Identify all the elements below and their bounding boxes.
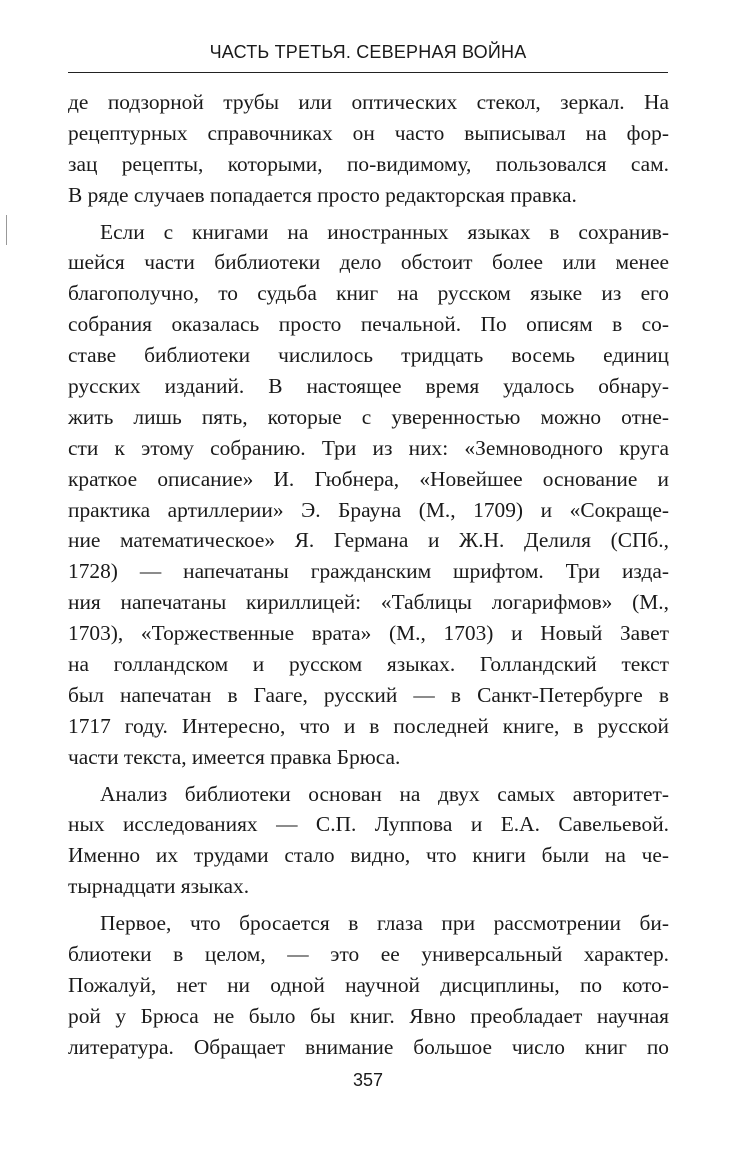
- text-line: ние математическое» Я. Германа и Ж.Н. Делиля (СПб.,: [68, 528, 669, 553]
- body-text: [68, 87, 669, 1063]
- paragraph: [68, 779, 669, 903]
- text-line: Анализ библиотеки основан на двух самых авторитет-: [100, 781, 669, 806]
- page-number: 357: [352, 1070, 384, 1090]
- scan-edge-mark: [6, 215, 7, 245]
- text-line: Первое, что бросается в глаза при рассмотрении би-: [100, 911, 669, 936]
- text-line: блиотеки в целом, — это ее универсальный характер.: [68, 942, 669, 967]
- running-head: ЧАСТЬ ТРЕТЬЯ. СЕВЕРНАЯ ВОЙНА: [209, 42, 527, 62]
- text-line: жить лишь пять, которые с уверенностью можно отне-: [68, 404, 669, 429]
- text-line: ных исследованиях — С.П. Луппова и Е.А. Савельевой.: [68, 812, 669, 837]
- text-line: собрания оказалась просто печальной. По описям в со-: [68, 312, 669, 337]
- text-line: ставе библиотеки числилось тридцать восемь единиц: [68, 343, 669, 368]
- text-line: де подзорной трубы или оптических стекол, зеркал. На: [68, 90, 669, 114]
- text-line: 1703), «Торжественные врата» (М., 1703) и Новый Завет: [68, 621, 669, 646]
- paragraph: [68, 908, 669, 1062]
- text-line: зац рецепты, которыми, по-видимому, пользовался сам.: [68, 151, 669, 176]
- text-line: сти к этому собранию. Три из них: «Земноводного круга: [68, 435, 669, 460]
- text-line: рецептурных справочниках он часто выписывал на фор-: [68, 120, 669, 145]
- text-line: В ряде случаев попадается просто редакторская правка.: [68, 182, 577, 207]
- text-line: рой у Брюса не было бы книг. Явно преобладает научная: [68, 1003, 669, 1028]
- text-line: практика артиллерии» Э. Брауна (М., 1709) и «Сокраще-: [68, 497, 669, 522]
- paragraph: [68, 87, 669, 211]
- paragraph: [68, 217, 669, 773]
- text-line: краткое описание» И. Гюбнера, «Новейшее основание и: [68, 466, 669, 491]
- text-line: шейся части библиотеки дело обстоит более или менее: [68, 250, 669, 275]
- text-line: русских изданий. В настоящее время удалось обнару-: [68, 374, 669, 399]
- header-rule: [68, 72, 668, 73]
- text-line: Пожалуй, нет ни одной научной дисциплины, по кото-: [68, 972, 669, 997]
- text-line: части текста, имеется правка Брюса.: [68, 744, 401, 769]
- text-line: 1728) — напечатаны гражданским шрифтом. Три изда-: [68, 559, 669, 584]
- text-line: на голландском и русском языках. Голландский текст: [68, 652, 669, 677]
- text-line: благополучно, то судьба книг на русском языке из его: [68, 281, 669, 306]
- text-line: ния напечатаны кириллицей: «Таблицы логарифмов» (М.,: [68, 590, 669, 615]
- text-line: Если с книгами на иностранных языках в сохранив-: [100, 219, 669, 244]
- text-line: тырнадцати языках.: [68, 874, 250, 899]
- text-line: был напечатан в Гааге, русский — в Санкт-Петербурге в: [68, 682, 669, 707]
- text-line: 1717 году. Интересно, что и в последней книге, в русской: [68, 713, 669, 738]
- text-line: Именно их трудами стало видно, что книги были на че-: [68, 843, 669, 868]
- text-line: литература. Обращает внимание большое число книг по: [68, 1034, 669, 1059]
